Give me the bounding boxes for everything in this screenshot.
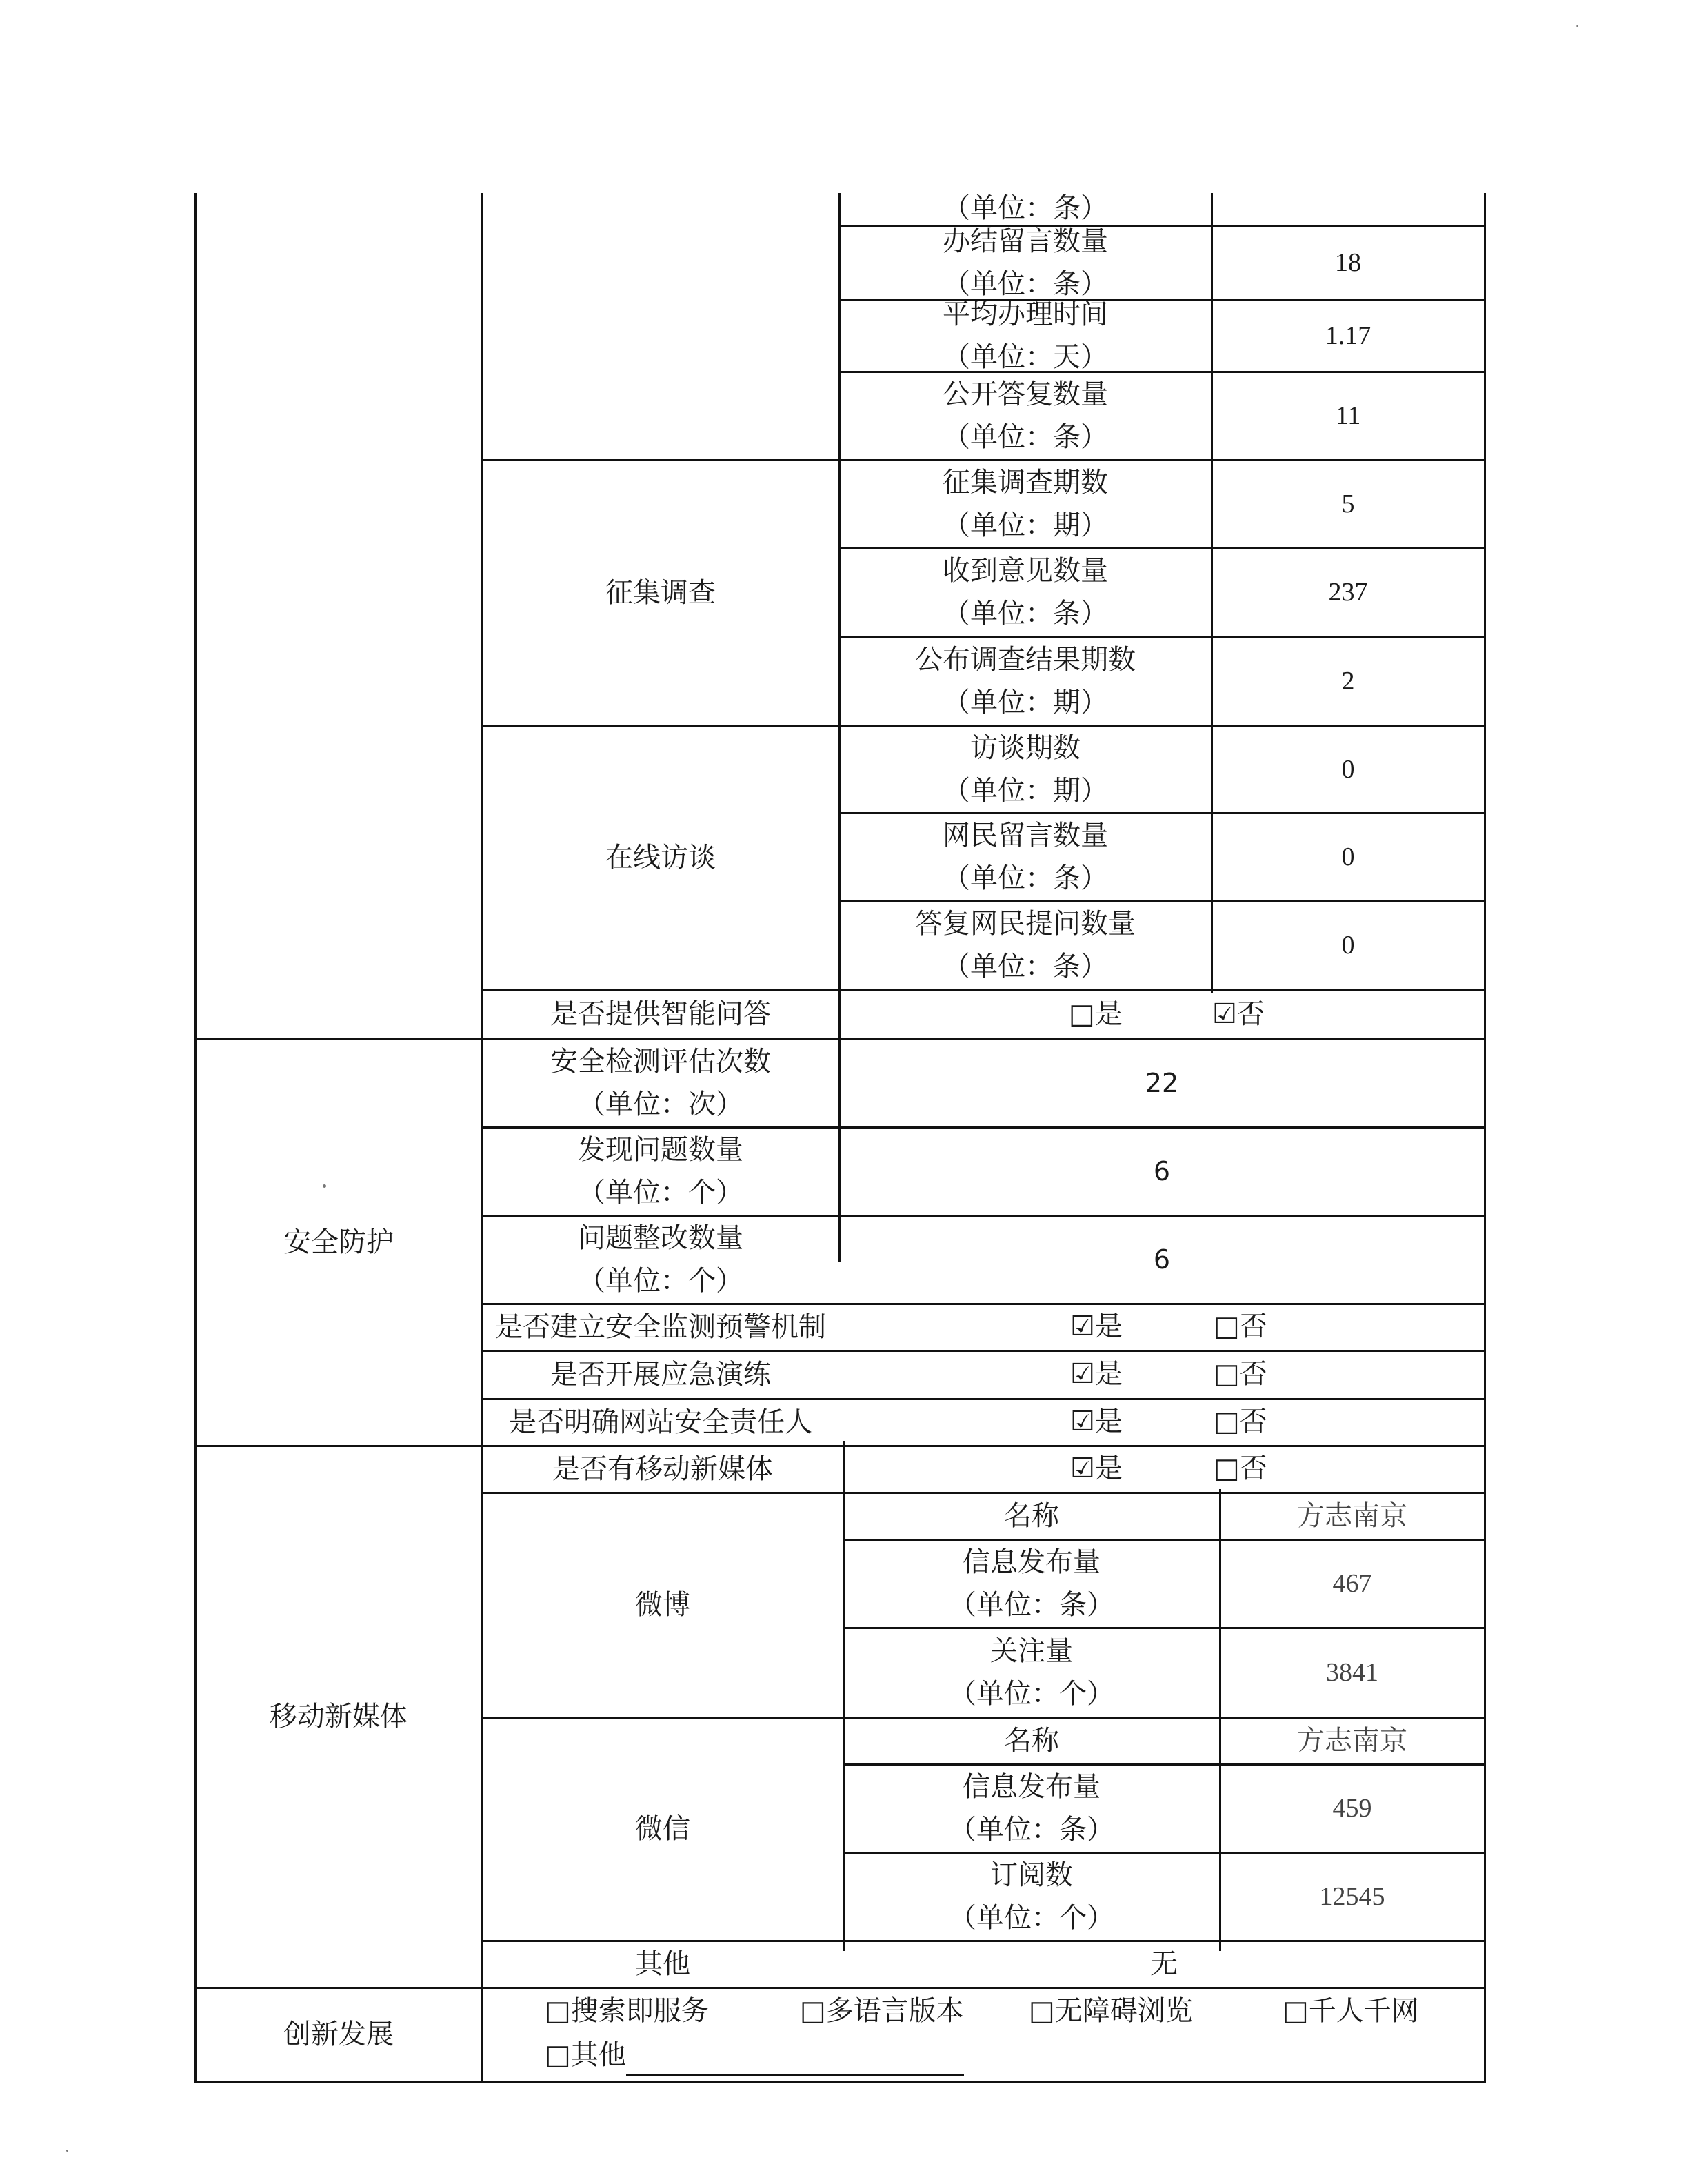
row-label: 是否明确网站安全责任人	[509, 1406, 812, 1438]
weibo-name-value	[1220, 1493, 1484, 1539]
weibo-name-label	[844, 1493, 1219, 1539]
row-label: 名称	[1004, 1500, 1059, 1532]
row-value	[1220, 1540, 1484, 1627]
row-value	[840, 1040, 1484, 1126]
media-other-value	[844, 1941, 1484, 1987]
table-row	[840, 902, 1211, 989]
row-value	[1220, 1628, 1484, 1717]
table-row	[483, 1216, 838, 1303]
row-value	[1212, 372, 1484, 459]
value-text: 方志南京	[1297, 1725, 1407, 1757]
has-media-label	[483, 1446, 843, 1492]
media-other-label	[483, 1941, 843, 1987]
unit-label: （单位：期）	[943, 687, 1108, 718]
row-label: 网民留言数量	[943, 820, 1108, 851]
section-title: 安全防护	[283, 1226, 394, 1258]
table-row	[844, 1765, 1219, 1852]
value-text: 3841	[1326, 1658, 1378, 1687]
scan-speck	[66, 2150, 68, 2152]
table-border-right	[1484, 193, 1486, 2082]
unit-label: （单位：个）	[949, 1678, 1114, 1710]
group-title: 在线访谈	[605, 842, 716, 873]
responsible-person-yes-checkbox[interactable]: ☑是	[1070, 1406, 1123, 1437]
row-label: 办结留言数量	[943, 225, 1108, 257]
search-service-checkbox[interactable]: □搜索即服务	[545, 1995, 709, 2027]
table-row	[840, 637, 1211, 725]
row-label: 是否提供智能问答	[550, 998, 771, 1030]
innovation-title	[196, 1988, 481, 2081]
row-label: 其他	[635, 1948, 690, 1980]
value-text: 6	[1153, 1244, 1171, 1275]
unit-label: （单位：次）	[578, 1089, 743, 1120]
value-text: 0	[1341, 842, 1355, 871]
media-title	[196, 1446, 481, 1987]
table-row	[483, 1040, 838, 1126]
section-title: 移动新媒体	[270, 1701, 408, 1732]
table-row	[844, 1853, 1219, 1940]
unit-label: （单位：个）	[578, 1177, 743, 1209]
row-value	[840, 1216, 1484, 1303]
row-label: 信息发布量	[963, 1546, 1101, 1578]
weibo-title	[483, 1493, 843, 1717]
row-value	[1212, 461, 1484, 547]
has-media-no-checkbox[interactable]: □否	[1214, 1453, 1267, 1484]
security-title	[196, 1040, 481, 1445]
unit-label: （单位：期）	[943, 775, 1108, 807]
unit-label: （单位：个）	[949, 1902, 1114, 1934]
innovation-other-checkbox[interactable]	[545, 2034, 964, 2076]
unit-label: （单位：条）	[943, 598, 1108, 629]
row-label: 公开答复数量	[943, 378, 1108, 410]
wechat-name-label	[844, 1718, 1219, 1763]
value-text: 0	[1341, 931, 1355, 960]
smart-qa-label	[483, 990, 838, 1038]
unit-label: （单位：条）	[949, 1589, 1114, 1621]
accessibility-checkbox[interactable]: □无障碍浏览	[1029, 1995, 1193, 2027]
row-value	[1212, 301, 1484, 371]
row-value	[1212, 637, 1484, 725]
row-value	[840, 1128, 1484, 1215]
row-value	[1212, 902, 1484, 989]
row-value	[1212, 226, 1484, 299]
warning-mechanism-no-checkbox[interactable]: □否	[1214, 1311, 1267, 1342]
unit-label: （单位：条）	[943, 268, 1108, 300]
security-check-label	[483, 1399, 838, 1445]
row-value	[1220, 1765, 1484, 1852]
value-text: 11	[1335, 401, 1361, 430]
row-label: 平均办理时间	[943, 299, 1108, 330]
table-row	[844, 1540, 1219, 1627]
fill-in-line[interactable]	[626, 2044, 964, 2076]
row-label: 是否开展应急演练	[550, 1359, 771, 1391]
value-text: 22	[1145, 1068, 1179, 1098]
security-check-label	[483, 1304, 838, 1350]
row-label: 是否有移动新媒体	[552, 1453, 773, 1485]
group-title: 征集调查	[605, 577, 716, 609]
value-text: 无	[1150, 1948, 1178, 1980]
scan-speck	[323, 1184, 326, 1188]
value-text: 467	[1332, 1569, 1372, 1598]
interview-title	[483, 727, 838, 989]
row-label: 名称	[1004, 1725, 1059, 1757]
unit-label: （单位：期）	[943, 509, 1108, 541]
unit-label: （单位：条）	[943, 192, 1108, 224]
unit-label: （单位：条）	[943, 862, 1108, 894]
unit-label: （单位：天）	[943, 341, 1108, 373]
value-text: 12545	[1319, 1882, 1385, 1911]
group-title: 微信	[635, 1813, 690, 1845]
value-text: 方志南京	[1297, 1500, 1407, 1532]
row-label: 关注量	[990, 1635, 1073, 1667]
unit-label: （单位：条）	[943, 421, 1108, 453]
table-row	[844, 1628, 1219, 1717]
emergency-drill-yes-checkbox[interactable]: ☑是	[1070, 1358, 1123, 1390]
value-text: 18	[1335, 248, 1361, 277]
unit-label: （单位：条）	[943, 951, 1108, 982]
value-text: 1.17	[1325, 321, 1372, 350]
value-text: 6	[1153, 1156, 1171, 1186]
value-text: 2	[1341, 667, 1355, 696]
table-row	[840, 226, 1211, 299]
unit-label: （单位：个）	[578, 1265, 743, 1297]
row-label: 是否建立安全监测预警机制	[495, 1311, 826, 1343]
table-row	[840, 727, 1211, 812]
row-value	[1212, 813, 1484, 900]
wechat-name-value	[1220, 1718, 1484, 1763]
personalized-checkbox[interactable]: □千人千网	[1283, 1995, 1419, 2027]
smart-qa-yes-checkbox[interactable]: □是	[1069, 998, 1123, 1030]
innovation-other-label: □其他	[545, 2039, 626, 2071]
table-row	[840, 549, 1211, 636]
row-value	[1212, 549, 1484, 636]
table-row	[483, 1128, 838, 1215]
row-label: 发现问题数量	[578, 1134, 743, 1166]
survey-title	[483, 461, 838, 725]
row-label: 订阅数	[990, 1859, 1073, 1891]
table-row	[840, 372, 1211, 459]
wechat-title	[483, 1718, 843, 1940]
row-value	[1220, 1853, 1484, 1940]
row-label: 收到意见数量	[943, 555, 1108, 587]
multilingual-checkbox[interactable]: □多语言版本	[800, 1995, 964, 2027]
row-label: 访谈期数	[970, 732, 1081, 764]
responsible-person-no-checkbox[interactable]: □否	[1214, 1406, 1267, 1437]
table-row	[840, 461, 1211, 547]
row-label: 安全检测评估次数	[550, 1046, 771, 1078]
emergency-drill-no-checkbox[interactable]: □否	[1214, 1358, 1267, 1390]
table-row	[840, 301, 1211, 371]
row-label: 公布调查结果期数	[915, 644, 1136, 676]
scan-speck	[1576, 25, 1578, 27]
section-title: 创新发展	[283, 2019, 394, 2050]
security-check-label	[483, 1351, 838, 1398]
row-value	[1212, 727, 1484, 812]
value-text: 5	[1341, 489, 1355, 518]
value-text: 459	[1332, 1794, 1372, 1823]
row-label: 信息发布量	[963, 1771, 1101, 1803]
unit-label: （单位：条）	[949, 1814, 1114, 1846]
warning-mechanism-yes-checkbox[interactable]: ☑是	[1070, 1311, 1123, 1342]
row-label: 问题整改数量	[578, 1222, 743, 1254]
smart-qa-no-checkbox[interactable]: ☑否	[1212, 998, 1265, 1030]
group-title: 微博	[635, 1589, 690, 1621]
row-label: 征集调查期数	[943, 467, 1108, 498]
value-text: 0	[1341, 755, 1355, 784]
table-row	[840, 813, 1211, 900]
row-label: 答复网民提问数量	[915, 908, 1136, 940]
table-border-bottom	[194, 2081, 1486, 2083]
has-media-yes-checkbox[interactable]: ☑是	[1070, 1453, 1123, 1484]
value-text: 237	[1328, 578, 1368, 607]
